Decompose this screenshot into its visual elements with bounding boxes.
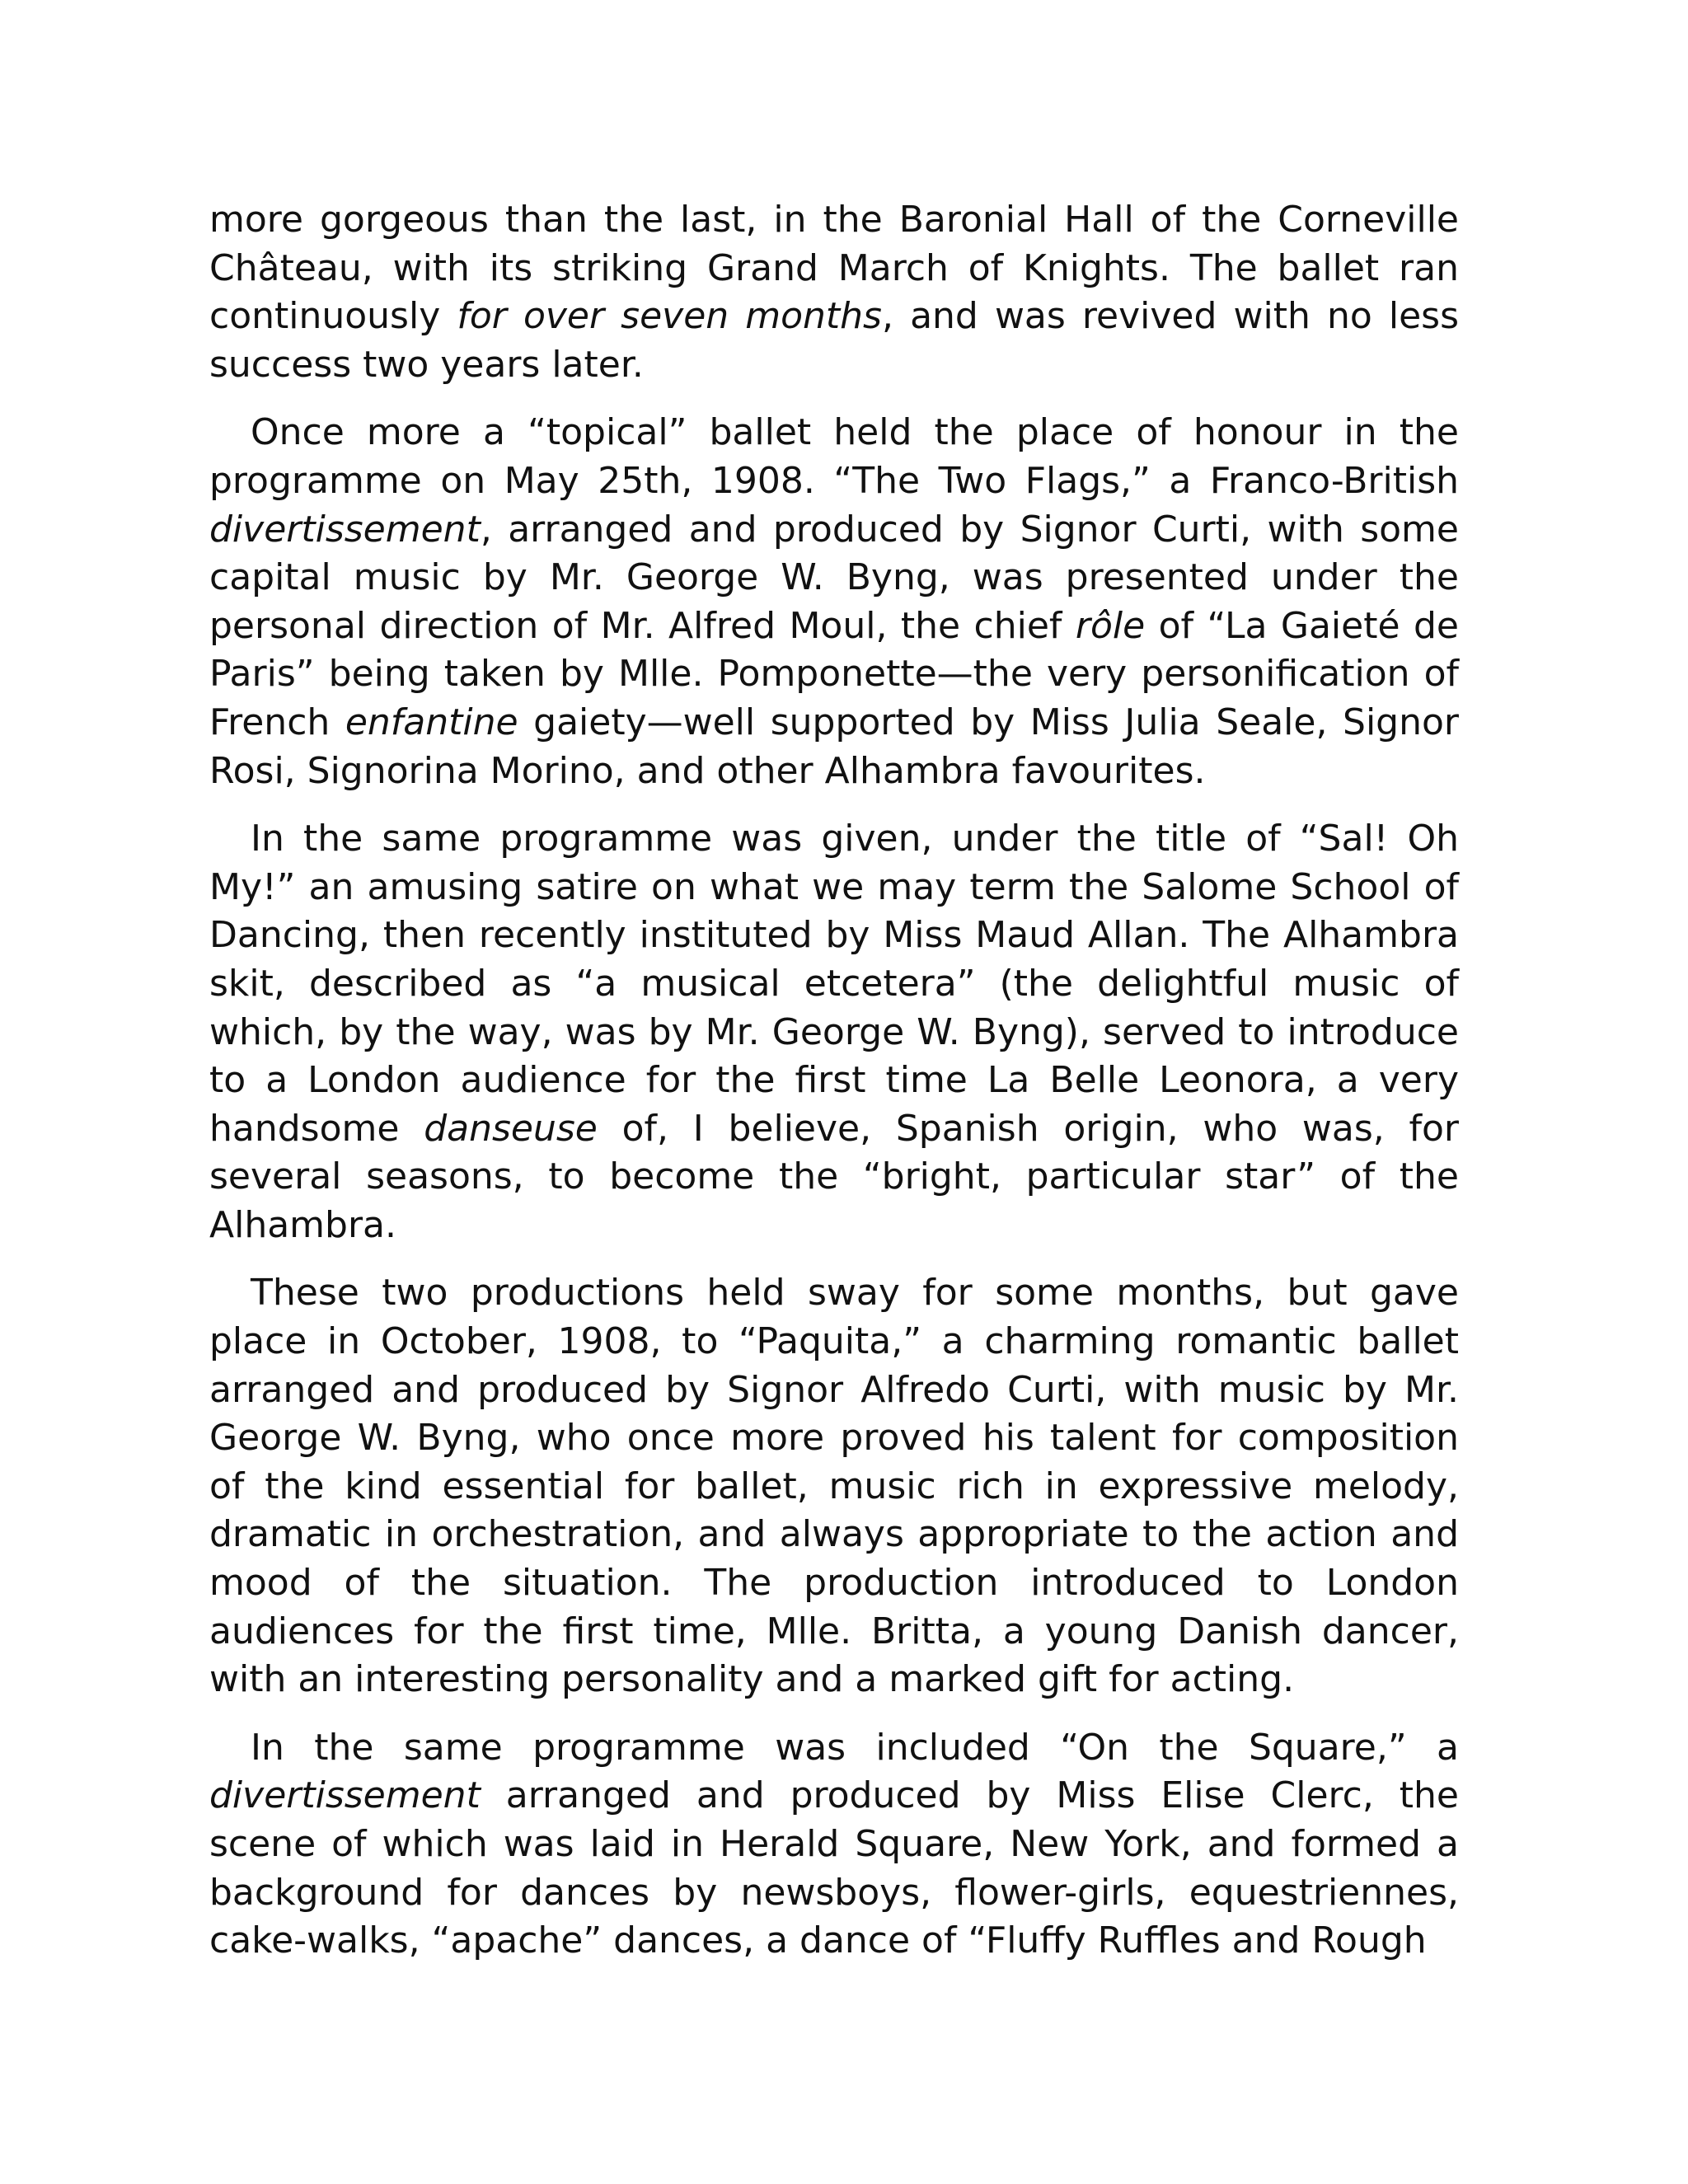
italic-text-run: divertissement: [209, 508, 481, 551]
text-run: of “La Gaieté de Paris” being taken by Mlle. Pomponette—the very personification of French: [209, 604, 1460, 743]
italic-text-run: danseuse: [424, 1107, 598, 1150]
paragraph: [209, 815, 1459, 1249]
text-run: , and was revived with no less success two years later.: [209, 295, 1459, 386]
paragraph: [209, 196, 1459, 389]
italic-text-run: enfantine: [345, 701, 518, 743]
paragraph: [209, 1269, 1459, 1704]
text-run: In the same programme was included “On the Square,” a: [251, 1726, 1459, 1769]
paragraph: [209, 409, 1459, 795]
paragraph: [209, 1724, 1459, 1966]
text-run: In the same programme was given, under the title of “Sal! Oh My!” an amusing satire on what we may term the Salome School of Dancing, then recently instituted by Miss Maud Allan. The Alhambra skit, described as “a musical etcetera” (the delightful music of which, by the way, was by Mr. George W. Byng), served to introduce to a London audience for the first time La Belle Leonora, a very handsome: [209, 818, 1459, 1150]
body-text: [209, 196, 1459, 1985]
italic-text-run: rôle: [1075, 604, 1146, 647]
text-run: of, I believe, Spanish origin, who was, for several seasons, to become the “bright, particular star” of the Alhambra.: [209, 1107, 1459, 1246]
italic-text-run: for over seven months: [457, 295, 882, 338]
text-run: more gorgeous than the last, in the Baronial Hall of the Corneville Château, with its striking Grand March of Knights. The ballet ran continuously: [209, 199, 1459, 338]
text-run: These two productions held sway for some months, but gave place in October, 1908, to “Paquita,” a charming romantic ballet arranged and produced by Signor Alfredo Curti, with music by Mr. George W. Byng, who once more proved his talent for composition of the kind essential for ballet, music rich in expressive melody, dramatic in orchestration, and always appropriate to the action and mood of the situation. The production introduced to London audiences for the first time, Mlle. Britta, a young Danish dancer, with an interesting personality and a marked gift for acting.: [209, 1272, 1459, 1701]
text-run: arranged and produced by Miss Elise Clerc, the scene of which was laid in Herald Square, New York, and formed a background for dances by newsboys, flower-girls, equestriennes, cake-walks, “apache” dances, a dance of “Fluffy Ruffles and Rough: [209, 1774, 1459, 1962]
text-run: Once more a “topical” ballet held the place of honour in the programme on May 25th, 1908. “The Two Flags,” a Franco-British: [209, 411, 1459, 502]
text-run: gaiety—well supported by Miss Julia Seale, Signor Rosi, Signorina Morino, and other Alhambra favourites.: [209, 701, 1459, 792]
italic-text-run: divertissement: [209, 1774, 481, 1817]
text-run: , arranged and produced by Signor Curti, with some capital music by Mr. George W. Byng, was presented under the personal direction of Mr. Alfred Moul, the chief: [209, 508, 1459, 647]
